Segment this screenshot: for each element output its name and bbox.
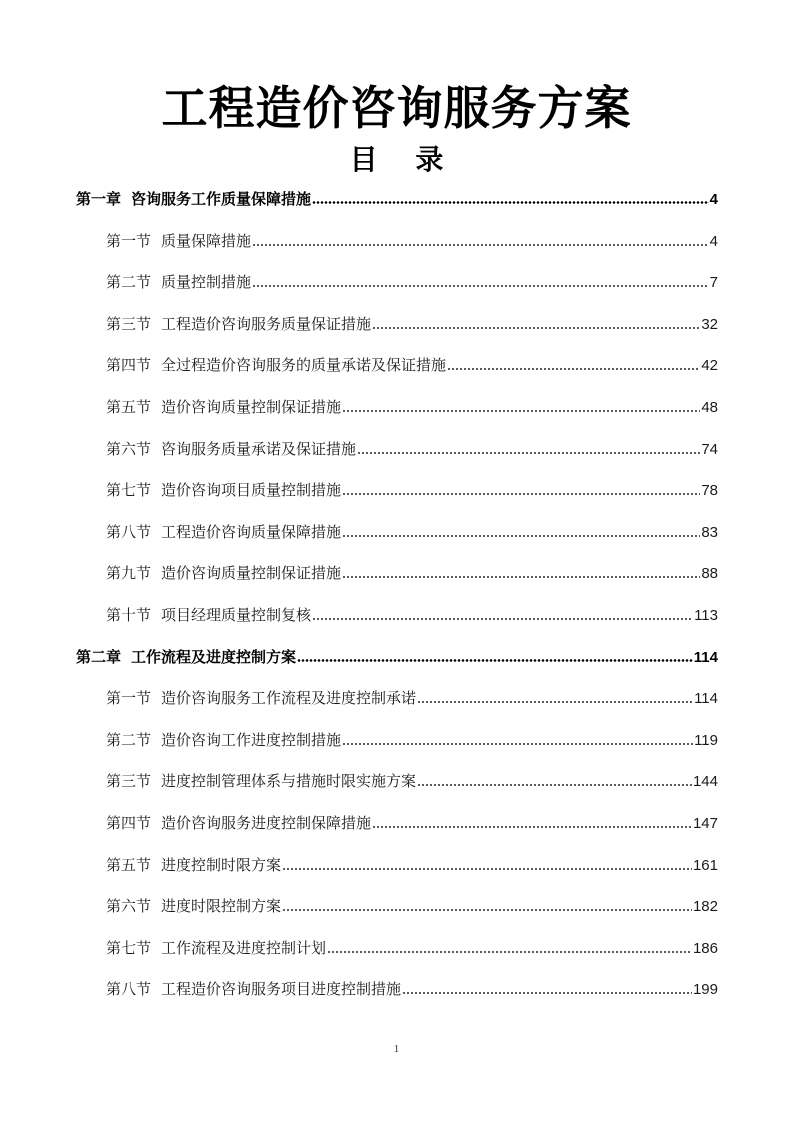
toc-entry-number: 第五节 (106, 398, 152, 416)
dot-leader (342, 564, 700, 578)
toc-entry-page: 114 (694, 690, 718, 708)
toc-section-entry[interactable] (76, 685, 718, 727)
toc-entry-label: 造价咨询项目质量控制措施 (161, 482, 342, 500)
toc-section-entry[interactable] (76, 477, 718, 519)
toc-entry-label: 工程造价咨询质量保障措施 (161, 523, 342, 541)
toc-entry-page: 114 (693, 648, 718, 666)
toc-entry-number: 第六节 (106, 898, 152, 916)
toc-entry-number: 第三节 (106, 773, 152, 791)
dot-leader (342, 398, 700, 412)
toc-entry-number: 第八节 (106, 981, 152, 999)
toc-section-entry[interactable] (76, 394, 718, 436)
toc-entry-number: 第五节 (106, 856, 152, 874)
toc-entry-page: 4 (709, 232, 718, 250)
toc-entry-number: 第三节 (106, 315, 152, 333)
toc-entry-page: 88 (701, 565, 718, 583)
toc-entry-page: 7 (709, 274, 718, 292)
toc-entry-number: 第一章 (76, 191, 122, 208)
toc-section-entry[interactable] (76, 935, 718, 977)
toc-entry-number: 第四节 (106, 814, 152, 832)
toc-section-entry[interactable] (76, 436, 718, 478)
dot-leader (342, 523, 700, 537)
toc-entry-number: 第十节 (106, 606, 152, 624)
toc-section-entry[interactable] (76, 976, 718, 1018)
toc-entry-number: 第九节 (106, 565, 152, 583)
toc-entry-number: 第七节 (106, 939, 152, 957)
toc-entry-number: 第六节 (106, 440, 152, 458)
toc-entry-label: 进度控制管理体系与措施时限实施方案 (161, 773, 417, 791)
toc-entry-label: 造价咨询服务工作流程及进度控制承诺 (161, 690, 417, 708)
toc-entry-page: 74 (701, 440, 718, 458)
dot-leader (282, 897, 692, 911)
toc-heading: 目 录 (349, 143, 458, 176)
toc-entry-label: 进度时限控制方案 (161, 898, 282, 916)
dot-leader (252, 232, 709, 246)
toc-entry-number: 第八节 (106, 523, 152, 541)
toc-entry-number: 第一节 (106, 232, 152, 250)
toc-entry-number: 第二章 (76, 648, 122, 666)
toc-entry-label: 咨询服务质量承诺及保证措施 (161, 440, 357, 458)
toc-entry-label: 工作流程及进度控制方案 (131, 648, 297, 666)
dot-leader (342, 731, 693, 745)
toc-section-entry[interactable] (76, 519, 718, 561)
toc-section-entry[interactable] (76, 893, 718, 935)
toc-entry-label: 造价咨询质量控制保证措施 (161, 565, 342, 583)
toc-entry-number: 第四节 (106, 357, 152, 375)
dot-leader (297, 648, 693, 662)
toc-entry-number: 第七节 (106, 482, 152, 500)
dot-leader (312, 606, 693, 620)
dot-leader (342, 481, 700, 495)
toc-chapter-entry[interactable] (76, 644, 718, 686)
toc-entry-page: 147 (692, 814, 718, 832)
toc-entry-label: 工程造价咨询服务项目进度控制措施 (161, 981, 402, 999)
table-of-contents (76, 186, 718, 1018)
toc-entry-page: 144 (692, 773, 718, 791)
dot-leader (282, 856, 692, 870)
toc-entry-page: 48 (701, 398, 718, 416)
document-title: 工程造价咨询服务方案 (161, 81, 632, 135)
dot-leader (357, 440, 700, 454)
toc-entry-label: 全过程造价咨询服务的质量承诺及保证措施 (161, 357, 447, 375)
toc-section-entry[interactable] (76, 269, 718, 311)
toc-entry-page: 119 (694, 731, 718, 749)
toc-entry-label: 咨询服务工作质量保障措施 (131, 191, 312, 208)
toc-entry-label: 工程造价咨询服务质量保证措施 (161, 315, 372, 333)
toc-entry-page: 161 (692, 856, 718, 874)
dot-leader (372, 814, 692, 828)
toc-section-entry[interactable] (76, 352, 718, 394)
dot-leader (417, 772, 692, 786)
toc-entry-label: 进度控制时限方案 (161, 856, 282, 874)
page-number: 1 (393, 1043, 400, 1055)
toc-section-entry[interactable] (76, 228, 718, 270)
dot-leader (312, 190, 709, 204)
toc-entry-page: 4 (709, 191, 718, 208)
toc-section-entry[interactable] (76, 602, 718, 644)
toc-entry-page: 113 (694, 606, 718, 624)
toc-entry-page: 186 (692, 939, 718, 957)
toc-entry-page: 42 (701, 357, 718, 375)
toc-section-entry[interactable] (76, 311, 718, 353)
toc-entry-page: 32 (701, 315, 718, 333)
toc-entry-label: 造价咨询服务进度控制保障措施 (161, 814, 372, 832)
toc-entry-page: 83 (701, 523, 718, 541)
toc-entry-label: 工作流程及进度控制计划 (161, 939, 327, 957)
toc-chapter-entry[interactable] (76, 186, 718, 228)
toc-entry-label: 造价咨询质量控制保证措施 (161, 398, 342, 416)
toc-section-entry[interactable] (76, 560, 718, 602)
dot-leader (402, 980, 692, 994)
toc-section-entry[interactable] (76, 810, 718, 852)
dot-leader (252, 273, 709, 287)
toc-entry-page: 78 (701, 482, 718, 500)
toc-section-entry[interactable] (76, 768, 718, 810)
dot-leader (447, 356, 700, 370)
dot-leader (372, 315, 700, 329)
dot-leader (417, 689, 693, 703)
toc-entry-label: 质量控制措施 (161, 274, 252, 292)
toc-entry-number: 第二节 (106, 274, 152, 292)
dot-leader (327, 939, 692, 953)
toc-section-entry[interactable] (76, 852, 718, 894)
toc-entry-number: 第一节 (106, 690, 152, 708)
toc-entry-page: 199 (692, 981, 718, 999)
toc-entry-number: 第二节 (106, 731, 152, 749)
toc-entry-label: 造价咨询工作进度控制措施 (161, 731, 342, 749)
toc-entry-label: 项目经理质量控制复核 (161, 606, 312, 624)
toc-section-entry[interactable] (76, 727, 718, 769)
toc-entry-label: 质量保障措施 (161, 232, 252, 250)
toc-entry-page: 182 (692, 898, 718, 916)
